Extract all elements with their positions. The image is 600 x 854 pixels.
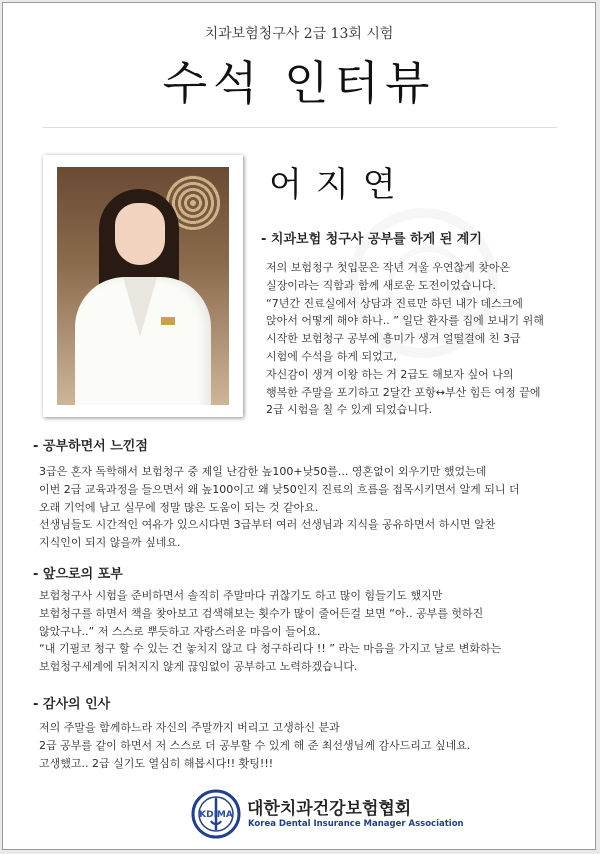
text-line: 보험청구를 하면서 책을 찾아보고 검색해보는 횟수가 많이 줄어든걸 보면 “아.. 공부를 헛하진 (39, 606, 484, 620)
profile-photo-frame (43, 155, 243, 417)
text-line: 자신감이 생겨 이왕 하는 거 2급도 해보자 싶어 나의 (266, 367, 514, 381)
section-body-thanks (39, 719, 470, 772)
text-line: 이번 2급 교육과정을 들으면서 왜 높100이고 왜 낮50인지 진료의 흐름을 접목시키면서 알게 되니 더 (39, 482, 520, 496)
text-line: 행복한 주말을 포기하고 2달간 포항↔부산 힘든 여정 끝에 (266, 385, 541, 399)
photo-face (115, 203, 165, 265)
interviewee-name: 어지연 (269, 165, 410, 205)
text-line: “7년간 진료실에서 상담과 진료만 하던 내가 데스크에 (266, 296, 523, 310)
text-line: “내 기필코 청구 할 수 있는 건 놓치지 않고 다 청구하리다 !! ” 라는 마음을 가지고 날로 변화하는 (39, 642, 502, 656)
text-line: 고생했고.. 2급 실기도 열심히 해봅시다!! 홧팅!!! (39, 756, 274, 770)
text-line: 3급은 혼자 독학해서 보험청구 중 제일 난감한 높100+낮50를... 영혼없이 외우기만 했었는데 (39, 465, 487, 478)
text-line: 오래 기억에 남고 실무에 정말 많은 도움이 되는 것 같아요. (39, 500, 319, 514)
organization-name-korean: 대한치과건강보험협회 (247, 799, 412, 819)
profile-photo (57, 167, 229, 405)
text-line: 저의 보험청구 첫입문은 작년 겨울 우연찮게 찾아온 (266, 261, 511, 274)
section-body-motivation (266, 259, 544, 419)
section-heading-thanks: - 감사의 인사 (33, 697, 111, 712)
text-line: 저의 주말을 함께하느라 자신의 주말까지 버리고 고생하신 분과 (39, 721, 340, 734)
organization-name-english: Korea Dental Insurance Manager Association (248, 819, 464, 829)
text-line: 선생님들도 시간적인 여유가 있으시다면 3급부터 여러 선생님과 지식을 공유하면서 하시면 알찬 (39, 518, 496, 532)
title-divider (43, 127, 557, 128)
kdima-logo (191, 789, 241, 839)
text-line: 2급 시험을 칠 수 있게 되었습니다. (266, 403, 433, 417)
section-heading-impressions: - 공부하면서 느낀점 (33, 439, 148, 454)
text-line: 보험청구사 시험을 준비하면서 솔직히 주말마다 귀찮기도 하고 많이 힘들기도 했지만 (39, 589, 443, 602)
text-line: 시작한 보험청구 공부에 흥미가 생겨 얼떨결에 친 3급 (266, 332, 521, 346)
section-heading-aspirations: - 앞으로의 포부 (33, 567, 123, 582)
text-line: 앉아서 어떻게 해야 하나.. ” 일단 환자를 집에 보내기 위해 (266, 314, 544, 328)
text-line: 보험청구세계에 뒤처지지 않게 끊임없이 공부하고 노력하겠습니다. (39, 660, 358, 674)
photo-name-badge (161, 317, 175, 325)
logo-text: KDIMA (199, 810, 233, 820)
text-line: 실장이라는 직함과 함께 새로운 도전이었습니다. (266, 278, 497, 292)
interview-page (2, 2, 596, 850)
section-body-impressions (39, 463, 520, 552)
text-line: 지식인이 되지 않을까 싶네요. (39, 536, 181, 550)
text-line: 않았구나..” 저 스스로 뿌듯하고 자랑스러운 마음이 들어요. (39, 624, 321, 638)
text-line: 시험에 수석을 하게 되었고, (266, 349, 397, 363)
text-line: 2급 공부를 같이 하면서 저 스스로 더 공부할 수 있게 해 준 최선생님께 감사드리고 싶네요. (39, 738, 471, 752)
exam-subtitle: 치과보험청구사 2급 13회 시험 (204, 26, 394, 42)
page-title: 수석 인터뷰 (162, 56, 436, 110)
section-heading-motivation: - 치과보험 청구사 공부를 하게 된 계기 (261, 232, 482, 247)
section-body-aspirations (39, 587, 501, 676)
